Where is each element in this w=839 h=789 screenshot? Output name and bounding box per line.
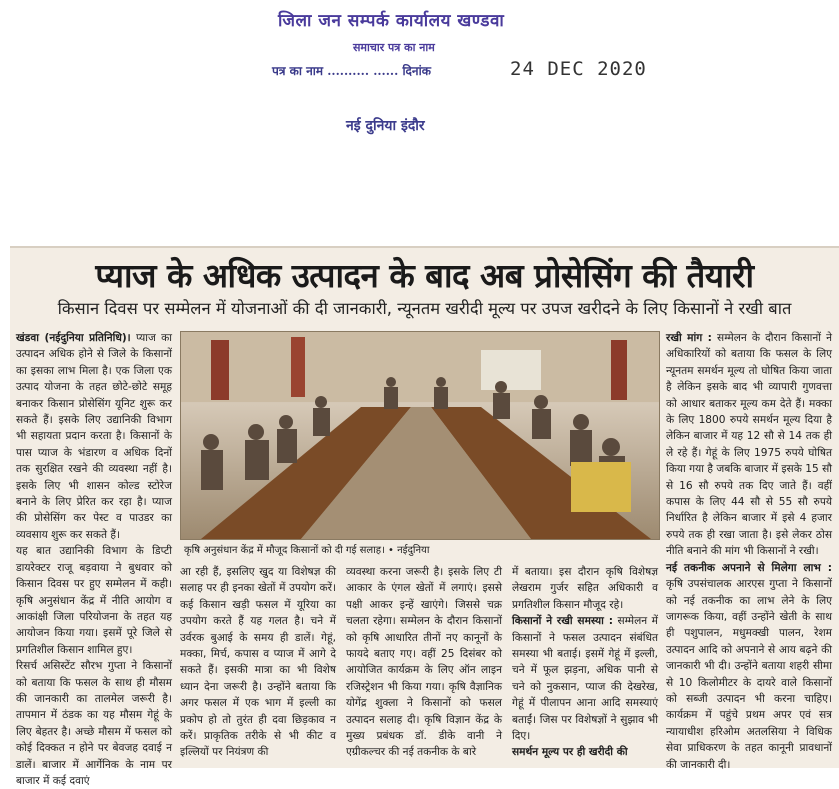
- col1-para-2: यह बात उद्यानिकी विभाग के डिप्टी डायरेक्टर राजू बड़वाया ने बुधवार को किसान दिवस पर हुए सम्मेलन में कही। कृषि अनुसंधान केंद्र में नीति आयोग व आकांक्षी जिला परियोजना के तहत यह आयोजन किया गया। इसमें पूरे जिले से प्रगतिशील किसान शामिल हुए।: [16, 545, 172, 656]
- col3-para: व्यवस्था करना जरूरी है। इसके लिए टी आकार के एंगल खेतों में लगाएं। इससे पक्षी आकर इन्हें खाएंगे। जिससे चक्र चलता रहेगा। सम्मेलन के दौरान किसानों को कृषि आधारित तीनों नए कानूनों के फायदे बताए गए। वहीं 25 दिसंबर को आयोजित कार्यक्रम के लिए ऑन लाइन रजिस्ट्रेशन भी किया गया। कृषि वैज्ञानिक योगेंद्र शुक्ला ने किसानों को फसल उत्पादन सलाह दी। कृषि विज्ञान केंद्र के मुख्य प्रबंधक डॉ. डीके वानी ने एग्रीकल्चर की नई तकनीक के बारे: [346, 566, 502, 759]
- col1-para-3: रिसर्च असिस्टेंट सौरभ गुप्ता ने किसानों को बताया कि फसल के साथ ही मौसम की जानकारी का तालमेल जरूरी है। तापमान में ठंडक का यह मौसम गेहूं के लिए बेहतर है। अच्छे मौसम में फसल को कोई दिक्कत न होने पर बेवजह दवाई न डालें। बाजार में आर्गेनिक के नाम पर बाजार में कई दवाएं: [16, 660, 172, 787]
- col1-para-1: खंडवा (नईदुनिया प्रतिनिधि)। प्याज का उत्पादन अधिक होने से जिले के किसानों का इसका लाभ मिला है। एक जिला एक उत्पाद योजना के तहत छोटे-छोटे समूह बनाकर किसान प्रोसेसिंग यूनिट शुरू कर सकते हैं। इसके लिए उद्यानिकी विभाग भी सहायता प्रदान करता है। किसानों के पास प्याज के भंडारण व अधिक दिनों तक सुरक्षित रखने की व्यवस्था नहीं है। इसके लिए भी शासन कोल्ड स्टोरेज बनाने के लिए प्रेरित कर रहा है। प्याज की प्रोसेसिंग कर पेस्ट व पाउडर का व्यवसाय शुरू कर सकते हैं।: [16, 332, 173, 541]
- article-subheadline: किसान दिवस पर सम्मेलन में योजनाओं की दी जानकारी, न्यूनतम खरीदी मूल्य पर उपज खरीदने के लिए किसानों ने रखी बात: [57, 299, 792, 318]
- col5-para-1: रखी मांग : सम्मेलन के दौरान किसानों ने अधिकारियों को बताया कि फसल के लिए न्यूनतम समर्थन मूल्य तो घोषित किया जाता है लेकिन इसके बाद भी व्यापारी गुणवत्ता को आधार बताकर मूल्य कम देते हैं। मक्का के लिए 1800 रुपये समर्थन मूल्य दिया है लेकिन बाजार में यह 12 सौ से 14 तक ही ले रहे हैं। गेहूं के लिए 1975 रुपये घोषित किया गया है जबकि बाजार में इसके 15 सौ से 16 सौ रुपये तक दिए जाते हैं। वहीं कपास के लिए 44 सौ से 55 सौ रुपये निर्धारित है लेकिन बाजार में इसे 4 हजार रुपये तक ही रखा जाता है। इसे लेकर ठोस नीति बनाने की मांग भी किसानों ने रखी।: [666, 332, 832, 558]
- office-stamp-field: पत्र का नाम .......... ...... दिनांक: [272, 64, 431, 78]
- meeting-photo: [180, 331, 660, 540]
- column-4: [512, 564, 658, 761]
- col4-para-1: में बताया। इस दौरान कृषि विशेषज्ञ लेखराम गुर्जर सहित अधिकारी व प्रगतिशील किसान मौजूद रहे।: [512, 566, 658, 611]
- office-stamp-subtitle: समाचार पत्र का नाम: [353, 41, 435, 54]
- col5-para-2: नई तकनीक अपनाने से मिलेगा लाभ : कृषि उपसंचालक आरएस गुप्ता ने किसानों को नई तकनीक का लाभ लेने के लिए जागरूक किया, वहीं उन्होंने खेती के साथ ही पशुपालन, मधुमक्खी पालन, रेशम उत्पादन आदि को अपनाने से आय बढ़ने की जानकारी भी दी। उन्होंने बताया शहरी सीमा से 10 किलोमीटर के दायरे वाले किसानों को सब्जी उत्पादन भी करना चाहिए। कार्यक्रम में पहुंचे प्रथम अपर एवं सत्र न्यायाधीश हरिओम अतलसिया ने विधिक सेवा प्राधिकरण के तहत कानूनी प्रावधानों की जानकारी दी।: [666, 561, 832, 771]
- article-headline: प्याज के अधिक उत्पादन के बाद अब प्रोसेसिंग की तैयारी: [95, 256, 754, 295]
- col2-para: आ रही हैं, इसलिए खुद या विशेषज्ञ की सलाह पर ही इनका खेतों में उपयोग करें। कई किसान खड़ी फसल में यूरिया का उपयोग करते हैं यह गलत है। चने में उर्वरक बुआई के समय ही डालें। गेहूं, मक्का, मिर्च, कपास व प्याज में आगे दे सकते हैं। इसकी मात्रा का भी विशेष ध्यान देना जरूरी है। उन्होंने बताया कि अगर फसल में एक भाग में इल्ली का प्रकोप हो तो तुरंत ही दवा छिड़काव न करें। प्राकृतिक तरीके से भी कीट व इल्लियों पर नियंत्रण की: [180, 566, 336, 759]
- meeting-photo-image: [181, 332, 659, 539]
- column-2: [180, 564, 336, 761]
- newspaper-name: नई दुनिया इंदौर: [346, 118, 425, 134]
- column-3: [346, 564, 502, 761]
- stamp-date: 24 DEC 2020: [510, 58, 647, 80]
- column-5: [666, 330, 832, 773]
- column-1: [16, 330, 172, 789]
- clipping-edge: [10, 246, 839, 248]
- photo-caption: कृषि अनुसंधान केंद्र में मौजूद किसानों को दी गई सलाह। • नईदुनिया: [184, 545, 430, 556]
- col4-para-3: समर्थन मूल्य पर ही खरीदी की: [512, 746, 628, 759]
- office-stamp-title: जिला जन सम्पर्क कार्यालय खण्डवा: [278, 11, 505, 31]
- col4-para-2: किसानों ने रखी समस्या : सम्मेलन में किसानों ने फसल उत्पादन संबंधित समस्या भी बताई। इसमें गेहूं में इल्ली, चने में फूल झड़ना, अधिक पानी से चने को नुकसान, प्याज की देखरेख, गेहूं में पीलापन आना आदि समस्याएं बताईं। जिस पर विशेषज्ञों ने सुझाव भी दिए।: [512, 615, 658, 743]
- newspaper-clipping: [10, 246, 839, 787]
